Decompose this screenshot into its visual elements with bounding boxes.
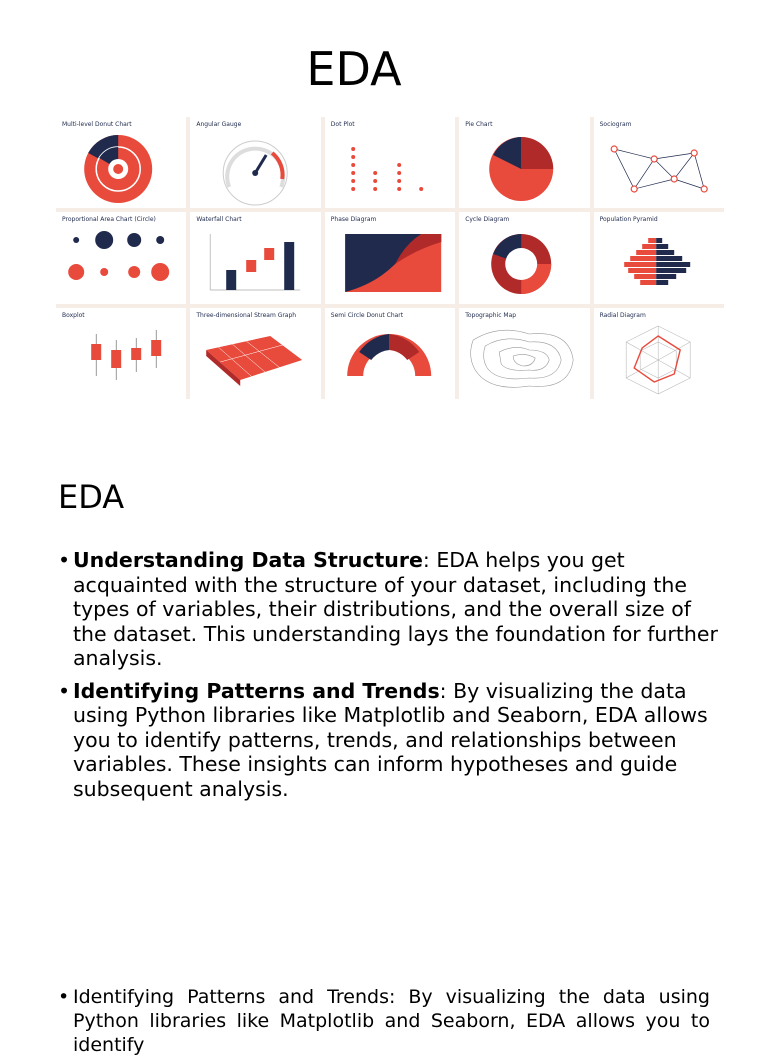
waterfall-graphic bbox=[190, 224, 320, 302]
chart-thumb-waterfall bbox=[190, 212, 320, 303]
bullet-item bbox=[58, 548, 718, 671]
chart-caption: Phase Diagram bbox=[330, 216, 377, 224]
phase-diagram-graphic bbox=[325, 224, 455, 302]
chart-caption: Population Pyramid bbox=[599, 216, 658, 224]
bullet-text: : By visualizing the data using Python libraries like Matplotlib and Seaborn, EDA allows you to identify patterns, trends, and relationships between variables. These insights can inform hypotheses and guide subsequent analysis. bbox=[73, 678, 708, 801]
chart-thumb-pie bbox=[459, 117, 589, 208]
chart-caption: Three-dimensional Stream Graph bbox=[196, 311, 297, 319]
chart-thumb-sociogram bbox=[594, 117, 724, 208]
radial-diagram-graphic bbox=[594, 320, 724, 398]
chart-caption: Radial Diagram bbox=[599, 311, 646, 319]
chart-thumb-cycle-diagram bbox=[459, 212, 589, 303]
stream-graph-graphic bbox=[190, 320, 320, 398]
multilevel-donut-graphic bbox=[56, 129, 186, 207]
chart-caption: Sociogram bbox=[599, 121, 632, 128]
chart-thumb-multilevel-donut bbox=[56, 117, 186, 208]
chart-caption: Boxplot bbox=[62, 311, 85, 319]
section-heading: EDA bbox=[58, 478, 125, 516]
bullet-item bbox=[58, 679, 718, 802]
chart-caption: Multi-level Donut Chart bbox=[62, 121, 132, 128]
chart-thumb-boxplot bbox=[56, 308, 186, 399]
chart-thumb-dot-plot bbox=[325, 117, 455, 208]
chart-caption: Angular Gauge bbox=[196, 121, 242, 128]
sociogram-graphic bbox=[594, 129, 724, 207]
chart-caption: Dot Plot bbox=[330, 121, 355, 128]
chart-thumb-topographic-map bbox=[459, 308, 589, 399]
chart-thumb-phase-diagram bbox=[325, 212, 455, 303]
topographic-map-graphic bbox=[459, 320, 589, 398]
chart-caption: Cycle Diagram bbox=[465, 216, 510, 224]
bullet-text: : EDA helps you get acquainted with the structure of your dataset, including the types of variables, their distributions, and the overall size of the dataset. This understanding lays the foundation for further analysis. bbox=[73, 548, 718, 670]
bullet-term: Understanding Data Structure bbox=[73, 548, 423, 572]
semicircle-donut-graphic bbox=[325, 320, 455, 398]
chart-caption: Proportional Area Chart (Circle) bbox=[62, 216, 156, 224]
angular-gauge-graphic bbox=[190, 129, 320, 207]
chart-thumb-3d-stream bbox=[190, 308, 320, 399]
chart-thumb-angular-gauge bbox=[190, 117, 320, 208]
bullet-term: Identifying Patterns and Trends bbox=[73, 678, 440, 703]
chart-caption: Waterfall Chart bbox=[196, 216, 242, 224]
bullet-list bbox=[58, 548, 718, 809]
boxplot-graphic bbox=[56, 320, 186, 398]
chart-thumb-semicircle-donut bbox=[325, 308, 455, 399]
cycle-diagram-graphic bbox=[459, 224, 589, 302]
population-pyramid-graphic bbox=[594, 224, 724, 302]
chart-types-image bbox=[56, 117, 724, 399]
bullet-dot: • bbox=[58, 986, 70, 1008]
chart-caption: Topographic Map bbox=[465, 311, 517, 319]
proportional-area-graphic bbox=[56, 224, 186, 302]
chart-caption: Pie Chart bbox=[465, 121, 493, 128]
chart-thumb-population-pyramid bbox=[594, 212, 724, 303]
lower-bullet bbox=[58, 985, 710, 1057]
slide-title: EDA bbox=[306, 42, 402, 96]
pie-graphic bbox=[459, 129, 589, 207]
chart-thumb-radial-diagram bbox=[594, 308, 724, 399]
lower-bullet-text: Identifying Patterns and Trends: By visualizing the data using Python libraries like Matplotlib and Seaborn, EDA allows you to identify bbox=[73, 986, 710, 1056]
chart-caption: Semi Circle Donut Chart bbox=[330, 311, 404, 319]
dot-plot-graphic bbox=[325, 129, 455, 207]
chart-thumb-proportional-area bbox=[56, 212, 186, 303]
